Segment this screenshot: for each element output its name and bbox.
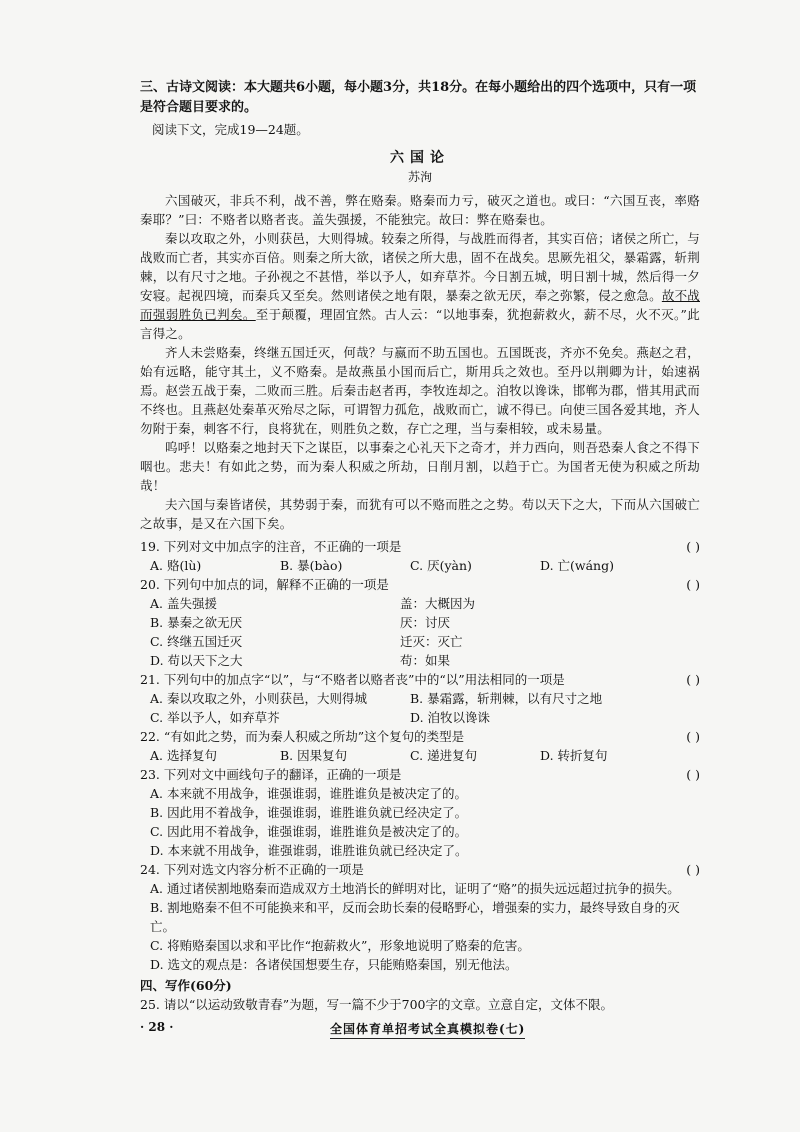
q24-text: 24. 下列对选文内容分析不正确的一项是 [140, 862, 364, 877]
paragraph-2-text: 秦以攻取之外，小则获邑，大则得城。较秦之所得，与战胜而得者，其实百倍；诸侯之所亡，与战败而亡者，其实亦百倍。则秦之所大欲，诸侯之所大患，固不在战矣。思厥先祖父，暴霜露，斩荆棘，以有尺寸之地。子孙视之不甚惜，举以予人，如弃草芥。今日割五城，明日割十城，然后得一夕安寝。起视四境，而秦兵又至矣。然则诸侯之地有限，暴秦之欲无厌，奉之弥繁，侵之愈急。 [140, 231, 700, 303]
question-19-options [150, 556, 700, 575]
option-text: B. 暴秦之欲无厌 [150, 615, 243, 630]
option-a [150, 594, 700, 613]
option-b: B. 暴霜露，斩荆棘，以有尺寸之地 [410, 691, 603, 706]
essay-paragraph-2 [140, 229, 700, 343]
page-content [140, 78, 700, 1014]
question-23-stem [140, 765, 700, 784]
option-b: B. 因此用不着战争，谁强谁弱，谁胜谁负就已经决定了。 [150, 805, 468, 820]
option-text: D. 苟以天下之大 [150, 653, 243, 668]
essay-paragraph-3: 齐人未尝赂秦，终继五国迁灭，何哉？与嬴而不助五国也。五国既丧，齐亦不免矣。燕赵之君，始有远略，能守其土，义不赂秦。是故燕虽小国而后亡，斯用兵之效也。至丹以荆卿为计，始速祸焉。赵尝五战于秦，二败而三胜。后秦击赵者再，李牧连却之。洎牧以谗诛，邯郸为郡，惜其用武而不终也。且燕赵处秦革灭殆尽之际，可谓智力孤危，战败而亡，诚不得已。向使三国各爱其地，齐人勿附于秦，刺客不行，良将犹在，则胜负之数，存亡之理，当与秦相较，或未易量。 [140, 345, 700, 436]
answer-paren: ( ) [686, 539, 700, 554]
option-text: A. 盖失强援 [150, 596, 217, 611]
option-gloss: 迁灭：灭亡 [400, 634, 463, 649]
option-d: D. 亡(wáng) [540, 558, 614, 573]
answer-paren: ( ) [686, 767, 700, 782]
answer-paren: ( ) [686, 672, 700, 687]
paragraph-2-tail: 至于颠覆，理固宜然。古人云：“以地事秦，犹抱薪救火，薪不尽，火不灭。”此言得之。 [140, 307, 700, 341]
question-21-options-row-2 [150, 708, 700, 727]
writing-prompt: 25. 请以“以运动致敬青春”为题，写一篇不少于700字的文章。立意自定，文体不限。 [140, 997, 613, 1012]
option-b [150, 613, 700, 632]
answer-paren: ( ) [686, 862, 700, 877]
question-22-options [150, 746, 700, 765]
question-19-stem [140, 537, 700, 556]
q21-text: 21. 下列句中的加点字“以”，与“不赂者以赂者丧”中的“以”用法相同的一项是 [140, 672, 565, 687]
option-c: C. 因此用不着战争，谁强谁弱，谁胜谁负是被决定了的。 [150, 824, 468, 839]
footer-title: 全国体育单招考试全真模拟卷(七) [330, 1020, 525, 1039]
option-c: C. 举以予人，如弃草芥 [150, 710, 280, 725]
q19-text: 19. 下列对文中加点字的注音，不正确的一项是 [140, 539, 402, 554]
essay-paragraph-5: 夫六国与秦皆诸侯，其势弱于秦，而犹有可以不赂而胜之之势。苟以天下之大，下而从六国破亡之故事，是又在六国下矣。 [140, 497, 700, 531]
option-a: A. 本来就不用战争，谁强谁弱，谁胜谁负是被决定了的。 [150, 786, 467, 801]
essay-paragraph-1: 六国破灭，非兵不利，战不善，弊在赂秦。赂秦而力亏，破灭之道也。或曰：“六国互丧，率赂秦耶？”曰：不赂者以赂者丧。盖失强援，不能独完。故曰：弊在赂秦也。 [140, 193, 700, 227]
option-gloss: 盖：大概因为 [400, 596, 476, 611]
option-gloss: 苟：如果 [400, 653, 451, 668]
option-a: A. 通过诸侯割地赂秦而造成双方土地消长的鲜明对比，证明了“赂”的损失远远超过抗争的损失。 [150, 881, 680, 896]
option-b: B. 暴(bào) [280, 558, 343, 573]
option-a: A. 赂(lù) [150, 558, 202, 573]
section-4-heading: 四、写作(60分) [140, 978, 232, 993]
question-21-options-row-1 [150, 689, 700, 708]
option-d: D. 洎牧以谗诛 [410, 710, 491, 725]
question-22-stem [140, 727, 700, 746]
option-gloss: 厌：讨厌 [400, 615, 451, 630]
option-a: A. 选择复句 [150, 748, 217, 763]
page-number: · 28 · [140, 1020, 174, 1034]
question-21-stem [140, 670, 700, 689]
option-d: D. 本来就不用战争，谁强谁弱，谁胜谁负就已经决定了。 [150, 843, 468, 858]
option-b: B. 割地赂秦不但不可能换来和平，反而会助长秦的侵略野心，增强秦的实力，最终导致自身的灭亡。 [150, 900, 680, 934]
question-20-stem [140, 575, 700, 594]
option-a: A. 秦以攻取之外，小则获邑，大则得城 [150, 691, 367, 706]
q22-text: 22. “有如此之势，而为秦人积威之所劫”这个复句的类型是 [140, 729, 465, 744]
option-text: C. 终继五国迁灭 [150, 634, 243, 649]
underlined-sentence: 故不战而强弱胜负已判矣。 [140, 288, 700, 322]
option-d: D. 转折复句 [540, 748, 608, 763]
option-d [150, 651, 700, 670]
q23-text: 23. 下列对文中画线句子的翻译，正确的一项是 [140, 767, 402, 782]
option-c: C. 递进复句 [410, 748, 478, 763]
essay-title: 六国论 [390, 150, 450, 166]
essay-author: 苏洵 [407, 170, 432, 184]
page-footer [140, 1020, 700, 1042]
essay-paragraph-4: 呜呼！以赂秦之地封天下之谋臣，以事秦之心礼天下之奇才，并力西向，则吾恐秦人食之不得下咽也。悲夫！有如此之势，而为秦人积威之所劫，日削月割，以趋于亡。为国者无使为积威之所劫哉！ [140, 440, 700, 493]
question-24-stem [140, 860, 700, 879]
option-c: C. 将贿赂秦国以求和平比作“抱薪救火”，形象地说明了赂秦的危害。 [150, 938, 530, 953]
answer-paren: ( ) [686, 577, 700, 592]
option-c: C. 厌(yàn) [410, 558, 472, 573]
option-d: D. 选文的观点是：各诸侯国想要生存，只能贿赂秦国，别无他法。 [150, 957, 518, 972]
q20-text: 20. 下列句中加点的词，解释不正确的一项是 [140, 577, 389, 592]
option-c [150, 632, 700, 651]
section-3-heading: 三、古诗文阅读：本大题共6小题，每小题3分，共18分。在每小题给出的四个选项中，只有一项是符合题目要求的。 [140, 80, 697, 115]
reading-instruction: 阅读下文，完成19—24题。 [152, 122, 309, 137]
answer-paren: ( ) [686, 729, 700, 744]
option-b: B. 因果复句 [280, 748, 348, 763]
